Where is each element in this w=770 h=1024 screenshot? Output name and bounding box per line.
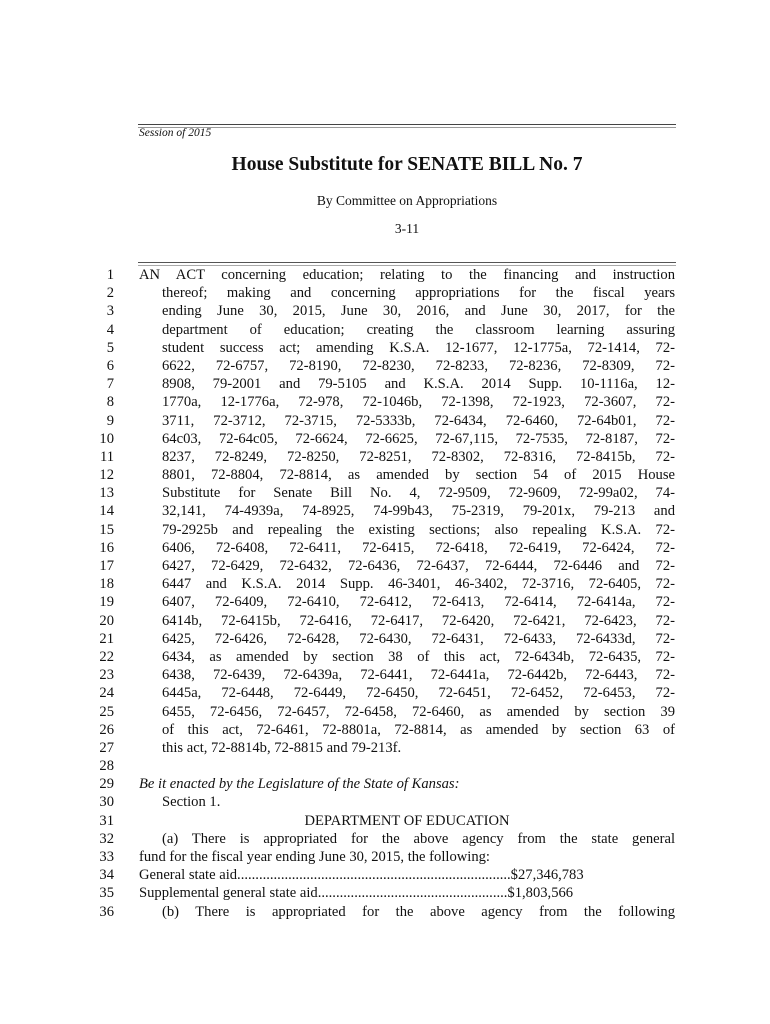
line-text: Substitute for Senate Bill No. 4, 72-9509, 72-9609, 72-99a02, 74- xyxy=(162,485,675,502)
header-rule xyxy=(138,124,676,125)
line-text: 6427, 72-6429, 72-6432, 72-6436, 72-6437, 72-6444, 72-6446 and 72- xyxy=(162,558,675,574)
line-number: 26 xyxy=(99,721,114,738)
bill-line xyxy=(0,521,770,539)
bill-line xyxy=(0,612,770,630)
bill-title: House Substitute for SENATE BILL No. 7 xyxy=(231,154,583,175)
line-number: 25 xyxy=(99,703,114,720)
line-text: this act, 72-8814b, 72-8815 and 79-213f. xyxy=(162,739,402,756)
bill-line xyxy=(0,848,770,866)
line-number: 14 xyxy=(99,503,114,520)
bill-line xyxy=(0,484,770,502)
bill-line xyxy=(0,593,770,611)
line-number: 13 xyxy=(99,485,114,502)
line-number: 18 xyxy=(99,576,114,593)
bill-line xyxy=(0,448,770,466)
line-number: 35 xyxy=(99,885,114,902)
section-heading: Section 1. xyxy=(162,794,221,811)
header-rule-secondary xyxy=(138,127,676,128)
line-number: 23 xyxy=(99,667,114,684)
line-number: 29 xyxy=(99,776,114,793)
line-text: 1770a, 12-1776a, 72-978, 72-1046b, 72-1398, 72-1923, 72-3607, 72- xyxy=(162,394,675,411)
line-number: 32 xyxy=(99,830,114,847)
line-number: 28 xyxy=(99,758,114,775)
line-number: 16 xyxy=(99,539,114,556)
line-number: 3 xyxy=(106,303,114,320)
bill-line xyxy=(0,721,770,739)
bill-line xyxy=(0,557,770,575)
line-number: 9 xyxy=(106,412,114,429)
enacting-clause: Be it enacted by the Legislature of the State of Kansas: xyxy=(139,776,460,793)
bill-line xyxy=(0,302,770,320)
bill-line xyxy=(0,739,770,757)
line-text: 6414b, 72-6415b, 72-6416, 72-6417, 72-6420, 72-6421, 72-6423, 72- xyxy=(162,612,675,629)
line-text: student success act; amending K.S.A. 12-1677, 12-1775a, 72-1414, 72- xyxy=(162,339,675,356)
line-number: 27 xyxy=(99,739,114,756)
bill-line xyxy=(0,339,770,357)
line-text: 32,141, 74-4939a, 74-8925, 74-99b43, 75-2319, 79-201x, 79-213 and xyxy=(162,503,675,520)
line-number: 22 xyxy=(99,648,114,665)
bill-body xyxy=(0,266,770,921)
line-number: 19 xyxy=(99,594,114,611)
bill-line xyxy=(0,393,770,411)
line-text: of this act, 72-6461, 72-8801a, 72-8814, as amended by section 63 of xyxy=(162,721,675,738)
line-number: 34 xyxy=(99,867,114,884)
line-number: 7 xyxy=(106,376,114,393)
bill-line xyxy=(0,430,770,448)
bill-line xyxy=(0,793,770,811)
bill-line xyxy=(0,812,770,830)
line-text: 8801, 72-8804, 72-8814, as amended by section 54 of 2015 House xyxy=(162,467,675,484)
line-number: 30 xyxy=(99,794,114,811)
line-number: 20 xyxy=(99,612,114,629)
line-number: 17 xyxy=(99,558,114,574)
session-label: Session of 2015 xyxy=(139,127,212,139)
line-text: 6407, 72-6409, 72-6410, 72-6412, 72-6413, 72-6414, 72-6414a, 72- xyxy=(162,594,675,611)
line-text: 6434, as amended by section 38 of this act, 72-6434b, 72-6435, 72- xyxy=(162,648,675,665)
agency-heading: DEPARTMENT OF EDUCATION xyxy=(304,812,510,829)
line-text: fund for the fiscal year ending June 30, 2015, the following: xyxy=(139,849,490,865)
line-number: 4 xyxy=(106,321,114,338)
line-text: 6455, 72-6456, 72-6457, 72-6458, 72-6460, as amended by section 39 xyxy=(162,703,675,720)
bill-line xyxy=(0,684,770,702)
line-number: 31 xyxy=(99,812,114,829)
line-text: 6445a, 72-6448, 72-6449, 72-6450, 72-6451, 72-6452, 72-6453, 72- xyxy=(162,685,675,702)
bill-line xyxy=(0,502,770,520)
line-text: 79-2925b and repealing the existing sections; also repealing K.S.A. 72- xyxy=(162,521,675,538)
line-text: 6447 and K.S.A. 2014 Supp. 46-3401, 46-3402, 72-3716, 72-6405, 72- xyxy=(162,576,675,593)
line-number: 24 xyxy=(99,685,114,702)
bill-line xyxy=(0,648,770,666)
line-text: 64c03, 72-64c05, 72-6624, 72-6625, 72-67,115, 72-7535, 72-8187, 72- xyxy=(162,430,675,447)
line-number: 5 xyxy=(106,339,114,356)
line-text: 6438, 72-6439, 72-6439a, 72-6441, 72-6441a, 72-6442b, 72-6443, 72- xyxy=(162,667,675,684)
bill-line xyxy=(0,575,770,593)
line-number: 11 xyxy=(99,448,114,465)
bill-line xyxy=(0,884,770,902)
line-text: (a) There is appropriated for the above agency from the state general xyxy=(162,830,675,847)
appropriation-supplemental-aid: Supplemental general state aid....................................................$1,803,566 xyxy=(139,885,574,902)
bill-line xyxy=(0,757,770,775)
bill-line xyxy=(0,284,770,302)
bill-line xyxy=(0,630,770,648)
line-text: department of education; creating the classroom learning assuring xyxy=(162,321,675,338)
bill-line xyxy=(0,830,770,848)
bill-line xyxy=(0,866,770,884)
line-number: 10 xyxy=(99,430,114,447)
line-text: 6406, 72-6408, 72-6411, 72-6415, 72-6418, 72-6419, 72-6424, 72- xyxy=(162,539,675,556)
committee-byline: By Committee on Appropriations xyxy=(316,193,498,208)
bill-line xyxy=(0,703,770,721)
body-rule xyxy=(138,262,676,263)
bill-line xyxy=(0,466,770,484)
line-text: 3711, 72-3712, 72-3715, 72-5333b, 72-6434, 72-6460, 72-64b01, 72- xyxy=(162,412,675,429)
bill-line xyxy=(0,412,770,430)
bill-line xyxy=(0,775,770,793)
line-text: 8237, 72-8249, 72-8250, 72-8251, 72-8302, 72-8316, 72-8415b, 72- xyxy=(162,448,675,465)
bill-line xyxy=(0,375,770,393)
line-text: AN ACT concerning education; relating to the financing and instruction xyxy=(139,267,675,283)
bill-line xyxy=(0,666,770,684)
line-number: 1 xyxy=(106,267,114,283)
bill-line xyxy=(0,903,770,921)
bill-line xyxy=(0,321,770,339)
line-text: 8908, 79-2001 and 79-5105 and K.S.A. 2014 Supp. 10-1116a, 12- xyxy=(162,376,675,393)
line-number: 8 xyxy=(106,394,114,411)
line-number: 21 xyxy=(99,630,114,647)
line-text: thereof; making and concerning appropriations for the fiscal years xyxy=(162,285,675,302)
line-text: (b) There is appropriated for the above agency from the following xyxy=(162,903,675,920)
line-number: 36 xyxy=(99,903,114,920)
line-text: 6425, 72-6426, 72-6428, 72-6430, 72-6431, 72-6433, 72-6433d, 72- xyxy=(162,630,675,647)
bill-line xyxy=(0,357,770,375)
appropriation-general-state-aid: General state aid...........................................................................$27,346,783 xyxy=(139,867,584,884)
bill-date: 3-11 xyxy=(394,221,420,236)
line-text: 6622, 72-6757, 72-8190, 72-8230, 72-8233, 72-8236, 72-8309, 72- xyxy=(162,357,675,374)
line-number: 2 xyxy=(106,285,114,302)
line-number: 6 xyxy=(106,357,114,374)
bill-line xyxy=(0,539,770,557)
line-number: 12 xyxy=(99,467,114,484)
line-number: 33 xyxy=(99,849,114,865)
line-number: 15 xyxy=(99,521,114,538)
bill-line xyxy=(0,266,770,284)
line-text: ending June 30, 2015, June 30, 2016, and June 30, 2017, for the xyxy=(162,303,675,320)
